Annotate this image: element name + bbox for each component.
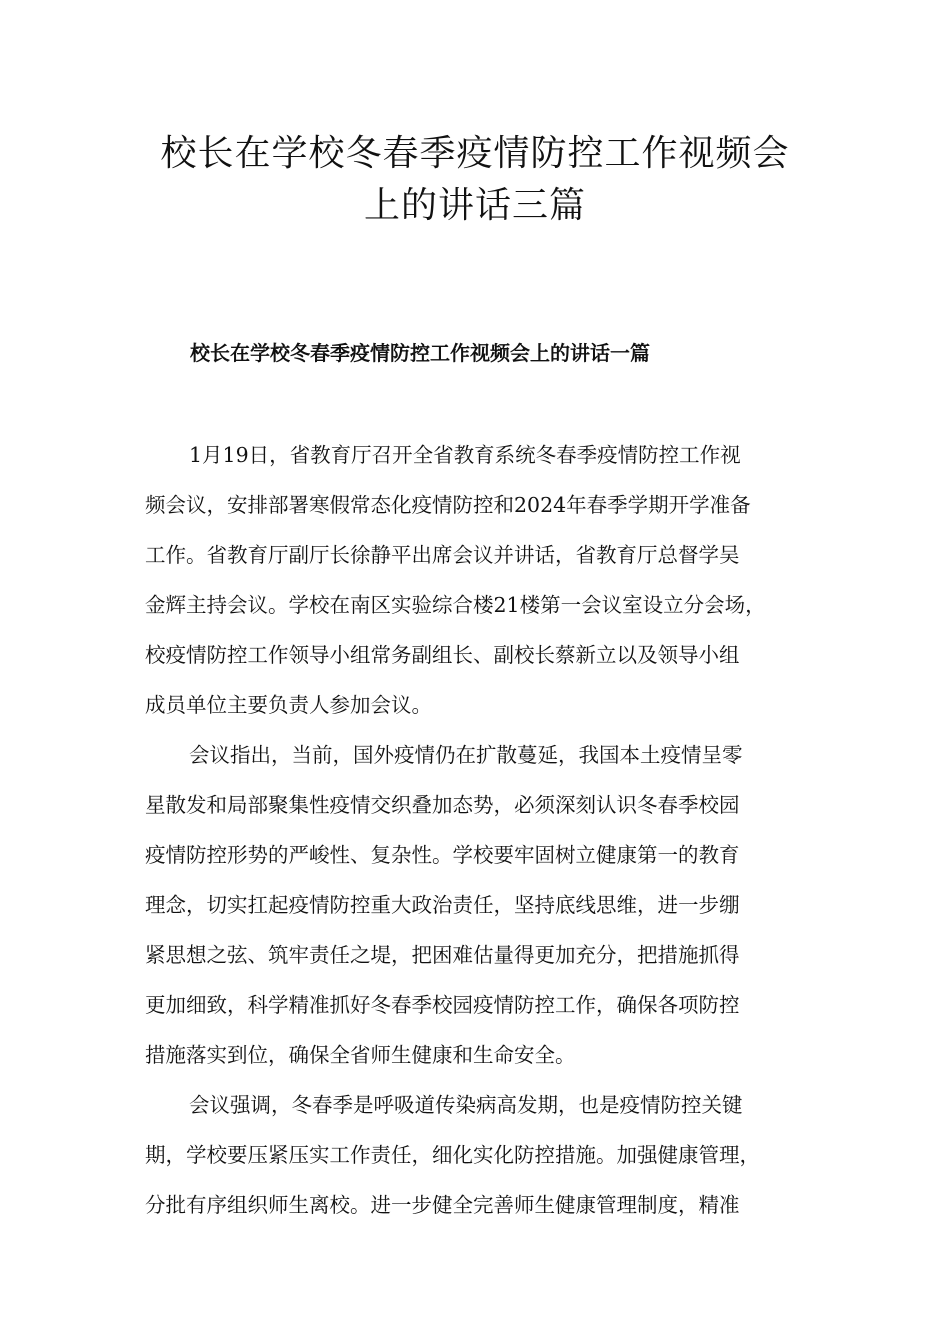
paragraph-line: 疫情防控形势的严峻性、复杂性。学校要牢固树立健康第一的教育 — [145, 843, 740, 867]
paragraph-line: 成员单位主要负责人参加会议。 — [145, 693, 432, 717]
paragraph-line: 措施落实到位，确保全省师生健康和生命安全。 — [145, 1043, 576, 1067]
paragraph-line: 校疫情防控工作领导小组常务副组长、副校长蔡新立以及领导小组 — [145, 643, 740, 667]
paragraph-line: 会议强调，冬春季是呼吸道传染病高发期，也是疫情防控关键 — [189, 1093, 743, 1117]
paragraph-line: 期，学校要压紧压实工作责任，细化实化防控措施。加强健康管理， — [145, 1143, 760, 1167]
document-body — [145, 430, 805, 1230]
paragraph-line: 工作。省教育厅副厅长徐静平出席会议并讲话，省教育厅总督学吴 — [145, 543, 740, 567]
paragraph — [145, 730, 805, 1080]
paragraph-line: 分批有序组织师生离校。进一步健全完善师生健康管理制度，精准 — [145, 1193, 740, 1217]
paragraph-line: 更加细致，科学精准抓好冬春季校园疫情防控工作，确保各项防控 — [145, 993, 740, 1017]
document-title — [120, 128, 830, 232]
paragraph-line: 紧思想之弦、筑牢责任之堤，把困难估量得更加充分，把措施抓得 — [145, 943, 740, 967]
paragraph-line: 会议指出，当前，国外疫情仍在扩散蔓延，我国本土疫情呈零 — [189, 743, 743, 767]
paragraph-line: 星散发和局部聚集性疫情交织叠加态势，必须深刻认识冬春季校园 — [145, 793, 740, 817]
title-line-2: 上的讲话三篇 — [363, 185, 586, 226]
title-line-1: 校长在学校冬春季疫情防控工作视频会 — [160, 133, 790, 174]
paragraph — [145, 430, 805, 730]
paragraph-line: 1月19日，省教育厅召开全省教育系统冬春季疫情防控工作视 — [189, 443, 741, 467]
paragraph — [145, 1080, 805, 1230]
paragraph-line: 频会议，安排部署寒假常态化疫情防控和2024年春季学期开学准备 — [145, 493, 751, 517]
section-heading: 校长在学校冬春季疫情防控工作视频会上的讲话一篇 — [190, 341, 650, 365]
paragraph-line: 金辉主持会议。学校在南区实验综合楼21楼第一会议室设立分会场， — [145, 593, 766, 617]
paragraph-line: 理念，切实扛起疫情防控重大政治责任，坚持底线思维，进一步绷 — [145, 893, 740, 917]
